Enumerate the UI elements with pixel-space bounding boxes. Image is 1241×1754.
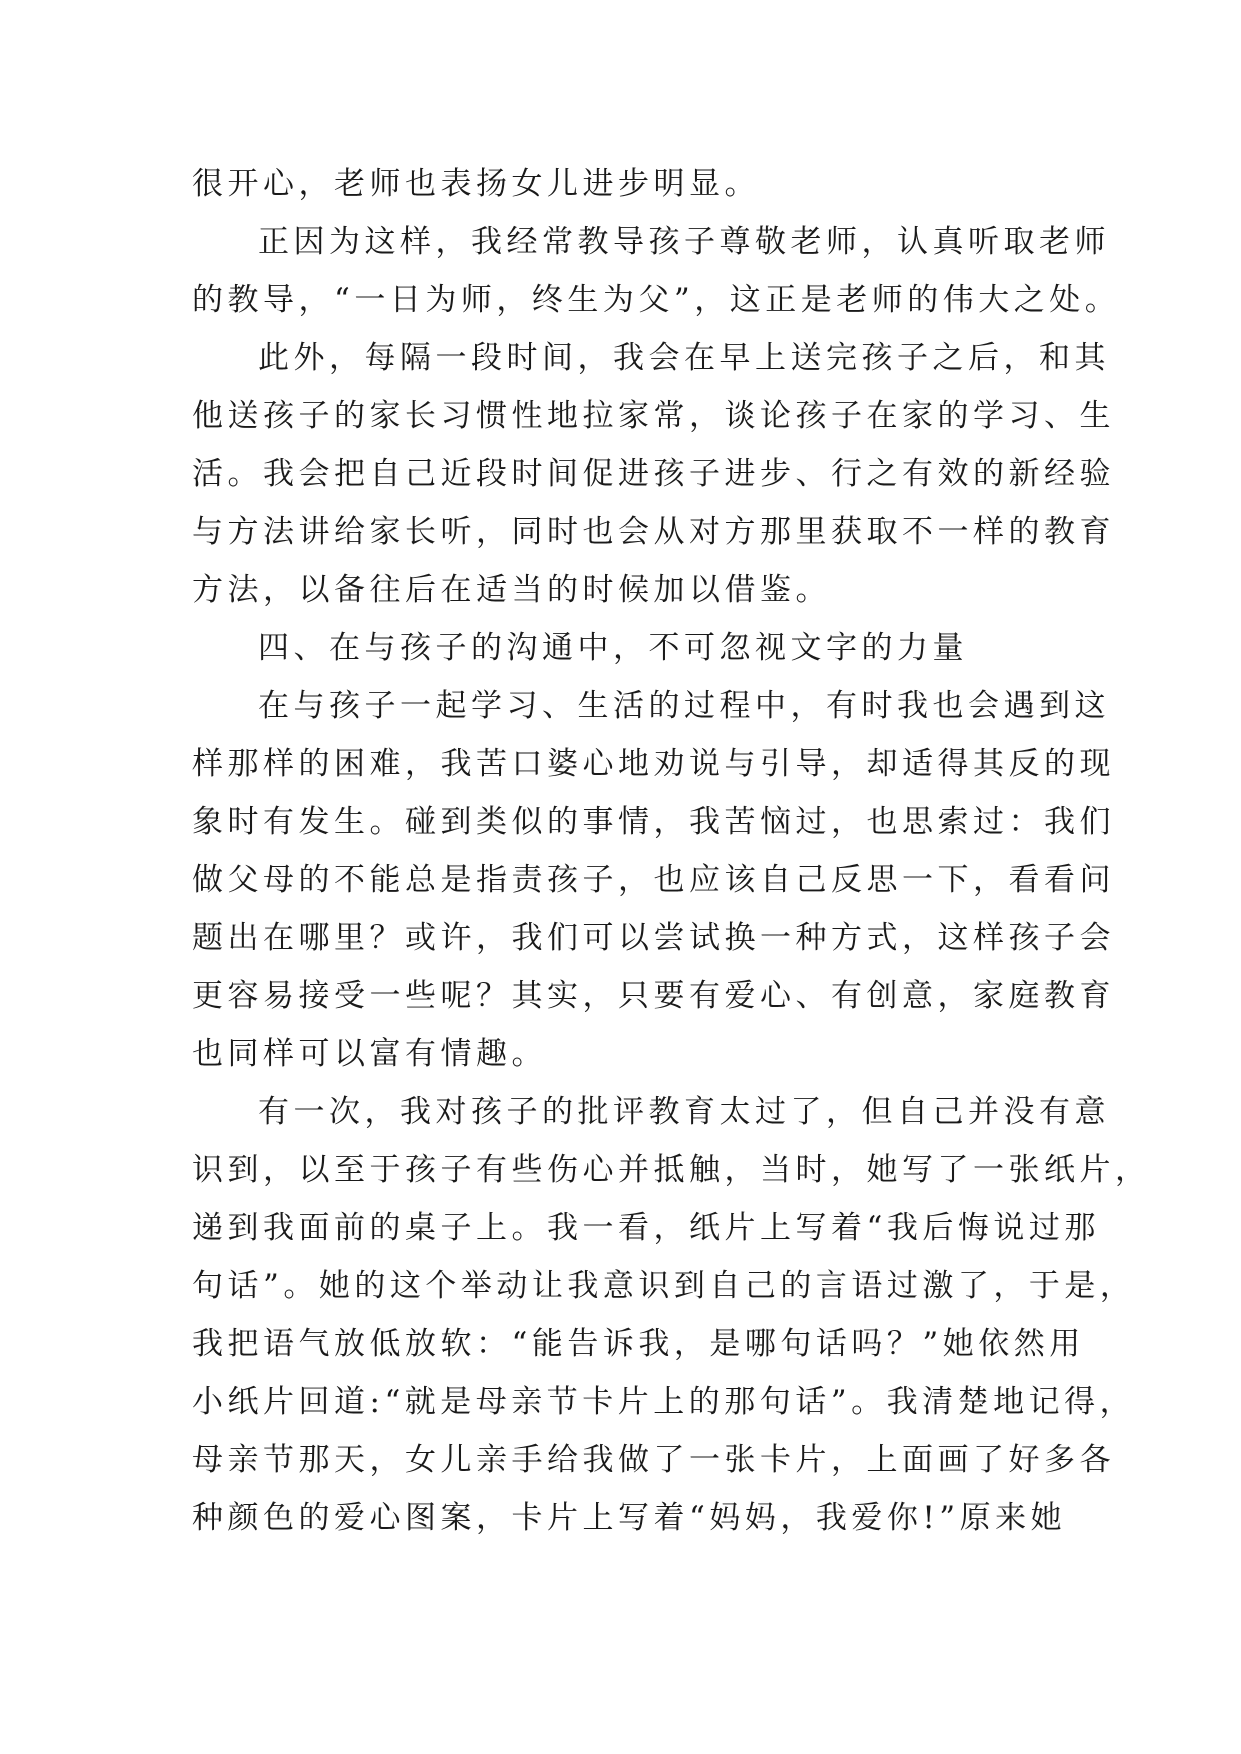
text-line: 样那样的困难，我苦口婆心地劝说与引导，却适得其反的现 bbox=[192, 746, 1115, 782]
text-line: 与方法讲给家长听，同时也会从对方那里获取不一样的教育 bbox=[192, 514, 1115, 550]
text-line: 正因为这样，我经常教导孩子尊敬老师，认真听取老师 bbox=[258, 224, 1110, 260]
body-text bbox=[192, 155, 1151, 1547]
text-line: 句话”。她的这个举动让我意识到自己的言语过激了，于是， bbox=[192, 1268, 1136, 1304]
text-line: 他送孩子的家长习惯性地拉家常，谈论孩子在家的学习、生 bbox=[192, 398, 1115, 434]
text-line: 的教导，“一日为师，终生为父”，这正是老师的伟大之处。 bbox=[192, 282, 1121, 318]
text-line: 活。我会把自己近段时间促进孩子进步、行之有效的新经验 bbox=[192, 456, 1115, 492]
text-line: 此外，每隔一段时间，我会在早上送完孩子之后，和其 bbox=[258, 340, 1110, 376]
text-line: 也同样可以富有情趣。 bbox=[192, 1036, 547, 1072]
text-line: 题出在哪里？或许，我们可以尝试换一种方式，这样孩子会 bbox=[192, 920, 1115, 956]
text-line: 方法，以备往后在适当的时候加以借鉴。 bbox=[192, 572, 831, 608]
text-line: 种颜色的爱心图案，卡片上写着“妈妈，我爱你!”原来她 bbox=[192, 1500, 1067, 1536]
text-line: 很开心，老师也表扬女儿进步明显。 bbox=[192, 166, 760, 202]
text-line: 识到，以至于孩子有些伤心并抵触，当时，她写了一张纸片， bbox=[192, 1152, 1151, 1188]
text-line: 母亲节那天，女儿亲手给我做了一张卡片，上面画了好多各 bbox=[192, 1442, 1115, 1478]
text-line: 有一次，我对孩子的批评教育太过了，但自己并没有意 bbox=[258, 1094, 1110, 1130]
text-line: 四、在与孩子的沟通中，不可忽视文字的力量 bbox=[258, 630, 968, 666]
text-line: 在与孩子一起学习、生活的过程中，有时我也会遇到这 bbox=[258, 688, 1110, 724]
text-line: 更容易接受一些呢？其实，只要有爱心、有创意，家庭教育 bbox=[192, 978, 1115, 1014]
text-line: 象时有发生。碰到类似的事情，我苦恼过，也思索过：我们 bbox=[192, 804, 1115, 840]
text-line: 递到我面前的桌子上。我一看，纸片上写着“我后悔说过那 bbox=[192, 1210, 1100, 1246]
text-line: 做父母的不能总是指责孩子，也应该自己反思一下，看看问 bbox=[192, 862, 1115, 898]
text-line: 小纸片回道:“就是母亲节卡片上的那句话”。我清楚地记得， bbox=[192, 1384, 1136, 1420]
text-line: 我把语气放低放软：“能告诉我，是哪句话吗？”她依然用 bbox=[192, 1326, 1085, 1362]
